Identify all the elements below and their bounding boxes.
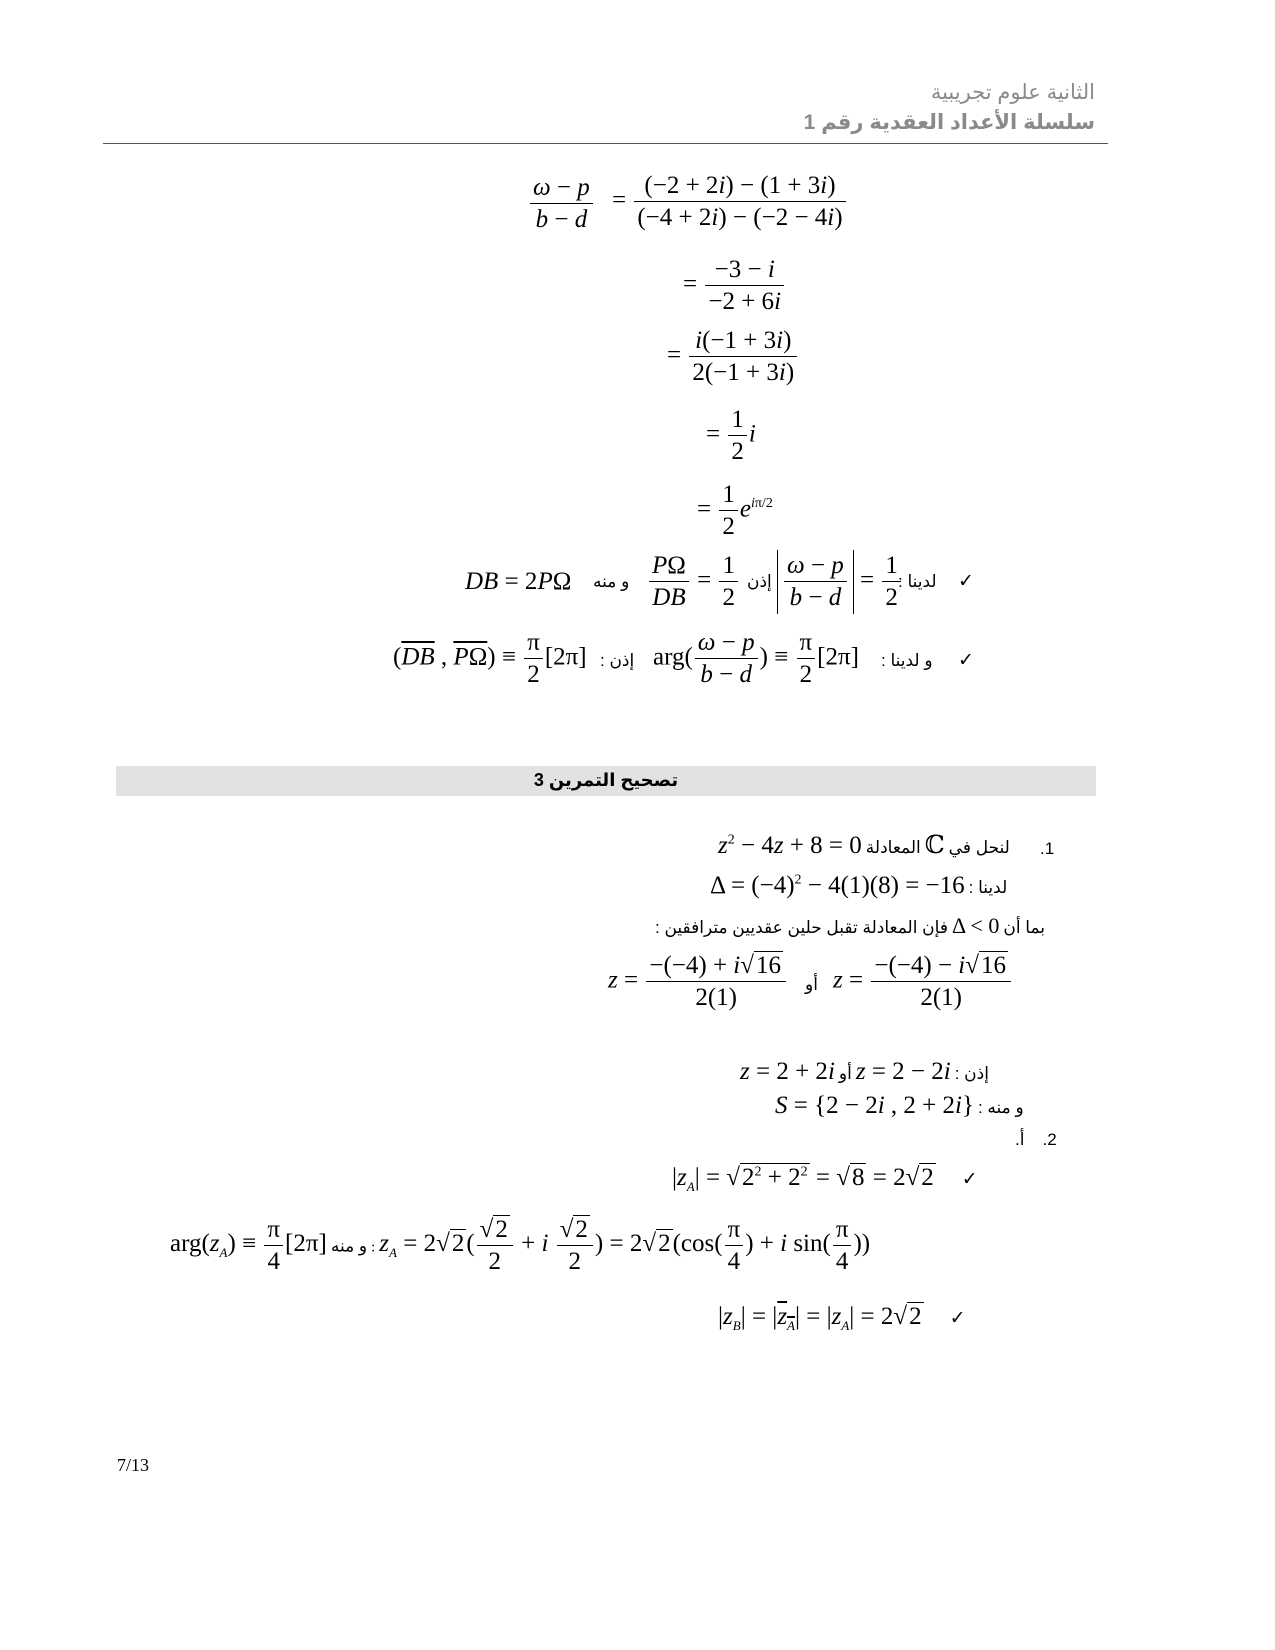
math-step-5: = $\frac{1}{2}$ $e^{i\pi/2}$	[697, 481, 773, 541]
check-icon: ✓	[949, 1307, 966, 1329]
or-label-2: أو	[838, 1064, 852, 1083]
solution-set-line	[775, 1092, 1024, 1120]
check-icon: ✓	[958, 649, 974, 671]
q2-number: 2.	[1042, 1130, 1057, 1149]
solution-set: S = {2 − 2i , 2 + 2i}	[775, 1092, 974, 1119]
modulus-zb-line	[718, 1303, 966, 1334]
discriminant-line	[710, 872, 1007, 900]
then-label-q1: إذن :	[954, 1064, 989, 1083]
za-trig-form: $z_A = 2√2$( $\frac{√2}{2}$ + i $\frac{√2}{2}$ ) = 2√2(cos( $\frac{\pi}{4}$ ) + i sin( $\frac{\pi}{4}$ ))	[379, 1216, 871, 1276]
math-step-2: = $\frac{-3 - i}{-2 + 6i}$	[683, 254, 786, 318]
modulus-fraction: $\frac{\omega - p}{b - d}$ = $\frac{1}{2}$	[777, 550, 903, 614]
delta-negative: Δ < 0	[951, 913, 1000, 938]
then-label: إذن	[747, 572, 772, 591]
or-label: أو	[805, 975, 818, 994]
roots-line	[740, 1058, 989, 1086]
section-band	[116, 766, 1096, 796]
and-thus-q2: و منه	[330, 1236, 368, 1256]
db-equals-2p-omega: DB = 2PΩ	[465, 568, 572, 595]
since-text: بما أن	[1003, 918, 1045, 937]
section-title: تصحيح التمرين 3	[533, 770, 679, 790]
za-trig-line: $arg(z_A)$ ≡ $\frac{\pi}{4}$ [2π] و منه : $z_A = 2√2$( $\frac{√2}{2}$ + i $\frac{√2}{2}$ ) = 2√2(cos( $\frac{\pi}{4}$ ) + i sin( $\frac{\pi}{4}$ ))	[170, 1216, 871, 1276]
modulus-zb: $|z_B| = |z_A| = |z_A| = 2√2$	[718, 1303, 922, 1333]
discriminant-value: $\Delta = (-4)^2 - 4(1)(8) = -16$	[710, 872, 965, 899]
check-icon: ✓	[958, 570, 974, 592]
math-step-3: = $\frac{i(-1 + 3i)}{2(-1 + 3i)}$	[667, 325, 799, 389]
q1-statement-line	[718, 830, 1010, 860]
we-have-q1: لدينا :	[968, 878, 1008, 897]
and-thus-label: و منه	[593, 572, 630, 591]
vector-angle-result: ($\overline{DB}$ , PΩ) ≡ $\frac{\pi}{2}$ [2π]	[393, 629, 587, 689]
solution-1: z = $\frac{-(-4) + i√16}{2(1)}$	[608, 950, 788, 1014]
since-line	[655, 913, 1045, 939]
header-series-title: سلسلة الأعداد العقدية رقم 1	[803, 111, 1095, 134]
q2-part: أ.	[1015, 1130, 1025, 1149]
and-thus-q1: و منه :	[977, 1098, 1024, 1117]
admits-text: فإن المعادلة تقبل حلين عقديين مترافقين :	[655, 918, 948, 937]
solution-2: z = $\frac{-(-4) - i√16}{2(1)}$	[833, 950, 1013, 1014]
complex-set-symbol: ℂ	[924, 832, 945, 859]
math-step-4: = $\frac{1}{2}$ i	[706, 406, 756, 466]
ratio-fraction: $\frac{P\Omega}{DB}$ = $\frac{1}{2}$	[647, 550, 740, 614]
q1-number: 1.	[1040, 839, 1055, 858]
argument-line	[393, 625, 983, 695]
check-icon: ✓	[961, 1168, 978, 1190]
math-lhs-fraction: $\frac{\omega - p}{b - d}$	[528, 172, 595, 236]
header-divider	[103, 143, 1108, 144]
and-we-have-label: و لدينا :	[881, 651, 933, 670]
q1-statement: لنحل في	[948, 838, 1010, 857]
q2-heading	[1015, 1130, 1057, 1150]
then-colon-label: إذن :	[600, 651, 635, 670]
root-minus: z = 2 − 2i	[855, 1058, 951, 1085]
we-have-label: لدينا :	[898, 572, 937, 591]
quadratic-equation: $z^2 - 4z + 8 = 0$	[718, 832, 862, 859]
equation-word: المعادلة	[865, 838, 921, 857]
modulus-za: $|z_A| = √2^2 + 2^2 = √8 = 2√2$	[672, 1164, 934, 1194]
arg-za: $arg(z_A)$ ≡ $\frac{\pi}{4}$ [2π]	[170, 1216, 327, 1276]
modulus-za-line	[672, 1164, 978, 1195]
page-number: 7/13	[117, 1455, 150, 1475]
root-plus: z = 2 + 2i	[740, 1058, 835, 1085]
header-level: الثانية علوم تجريبية	[930, 81, 1095, 104]
modulus-line	[465, 548, 980, 618]
arg-expression: arg( $\frac{\omega - p}{b - d}$ ) ≡ $\frac{\pi}{2}$ [2π]	[653, 629, 859, 689]
math-step-1: = $\frac{(-2 + 2i) - (1 + 3i)}{(-4 + 2i) - (-2 - 4i)}$	[612, 170, 848, 234]
